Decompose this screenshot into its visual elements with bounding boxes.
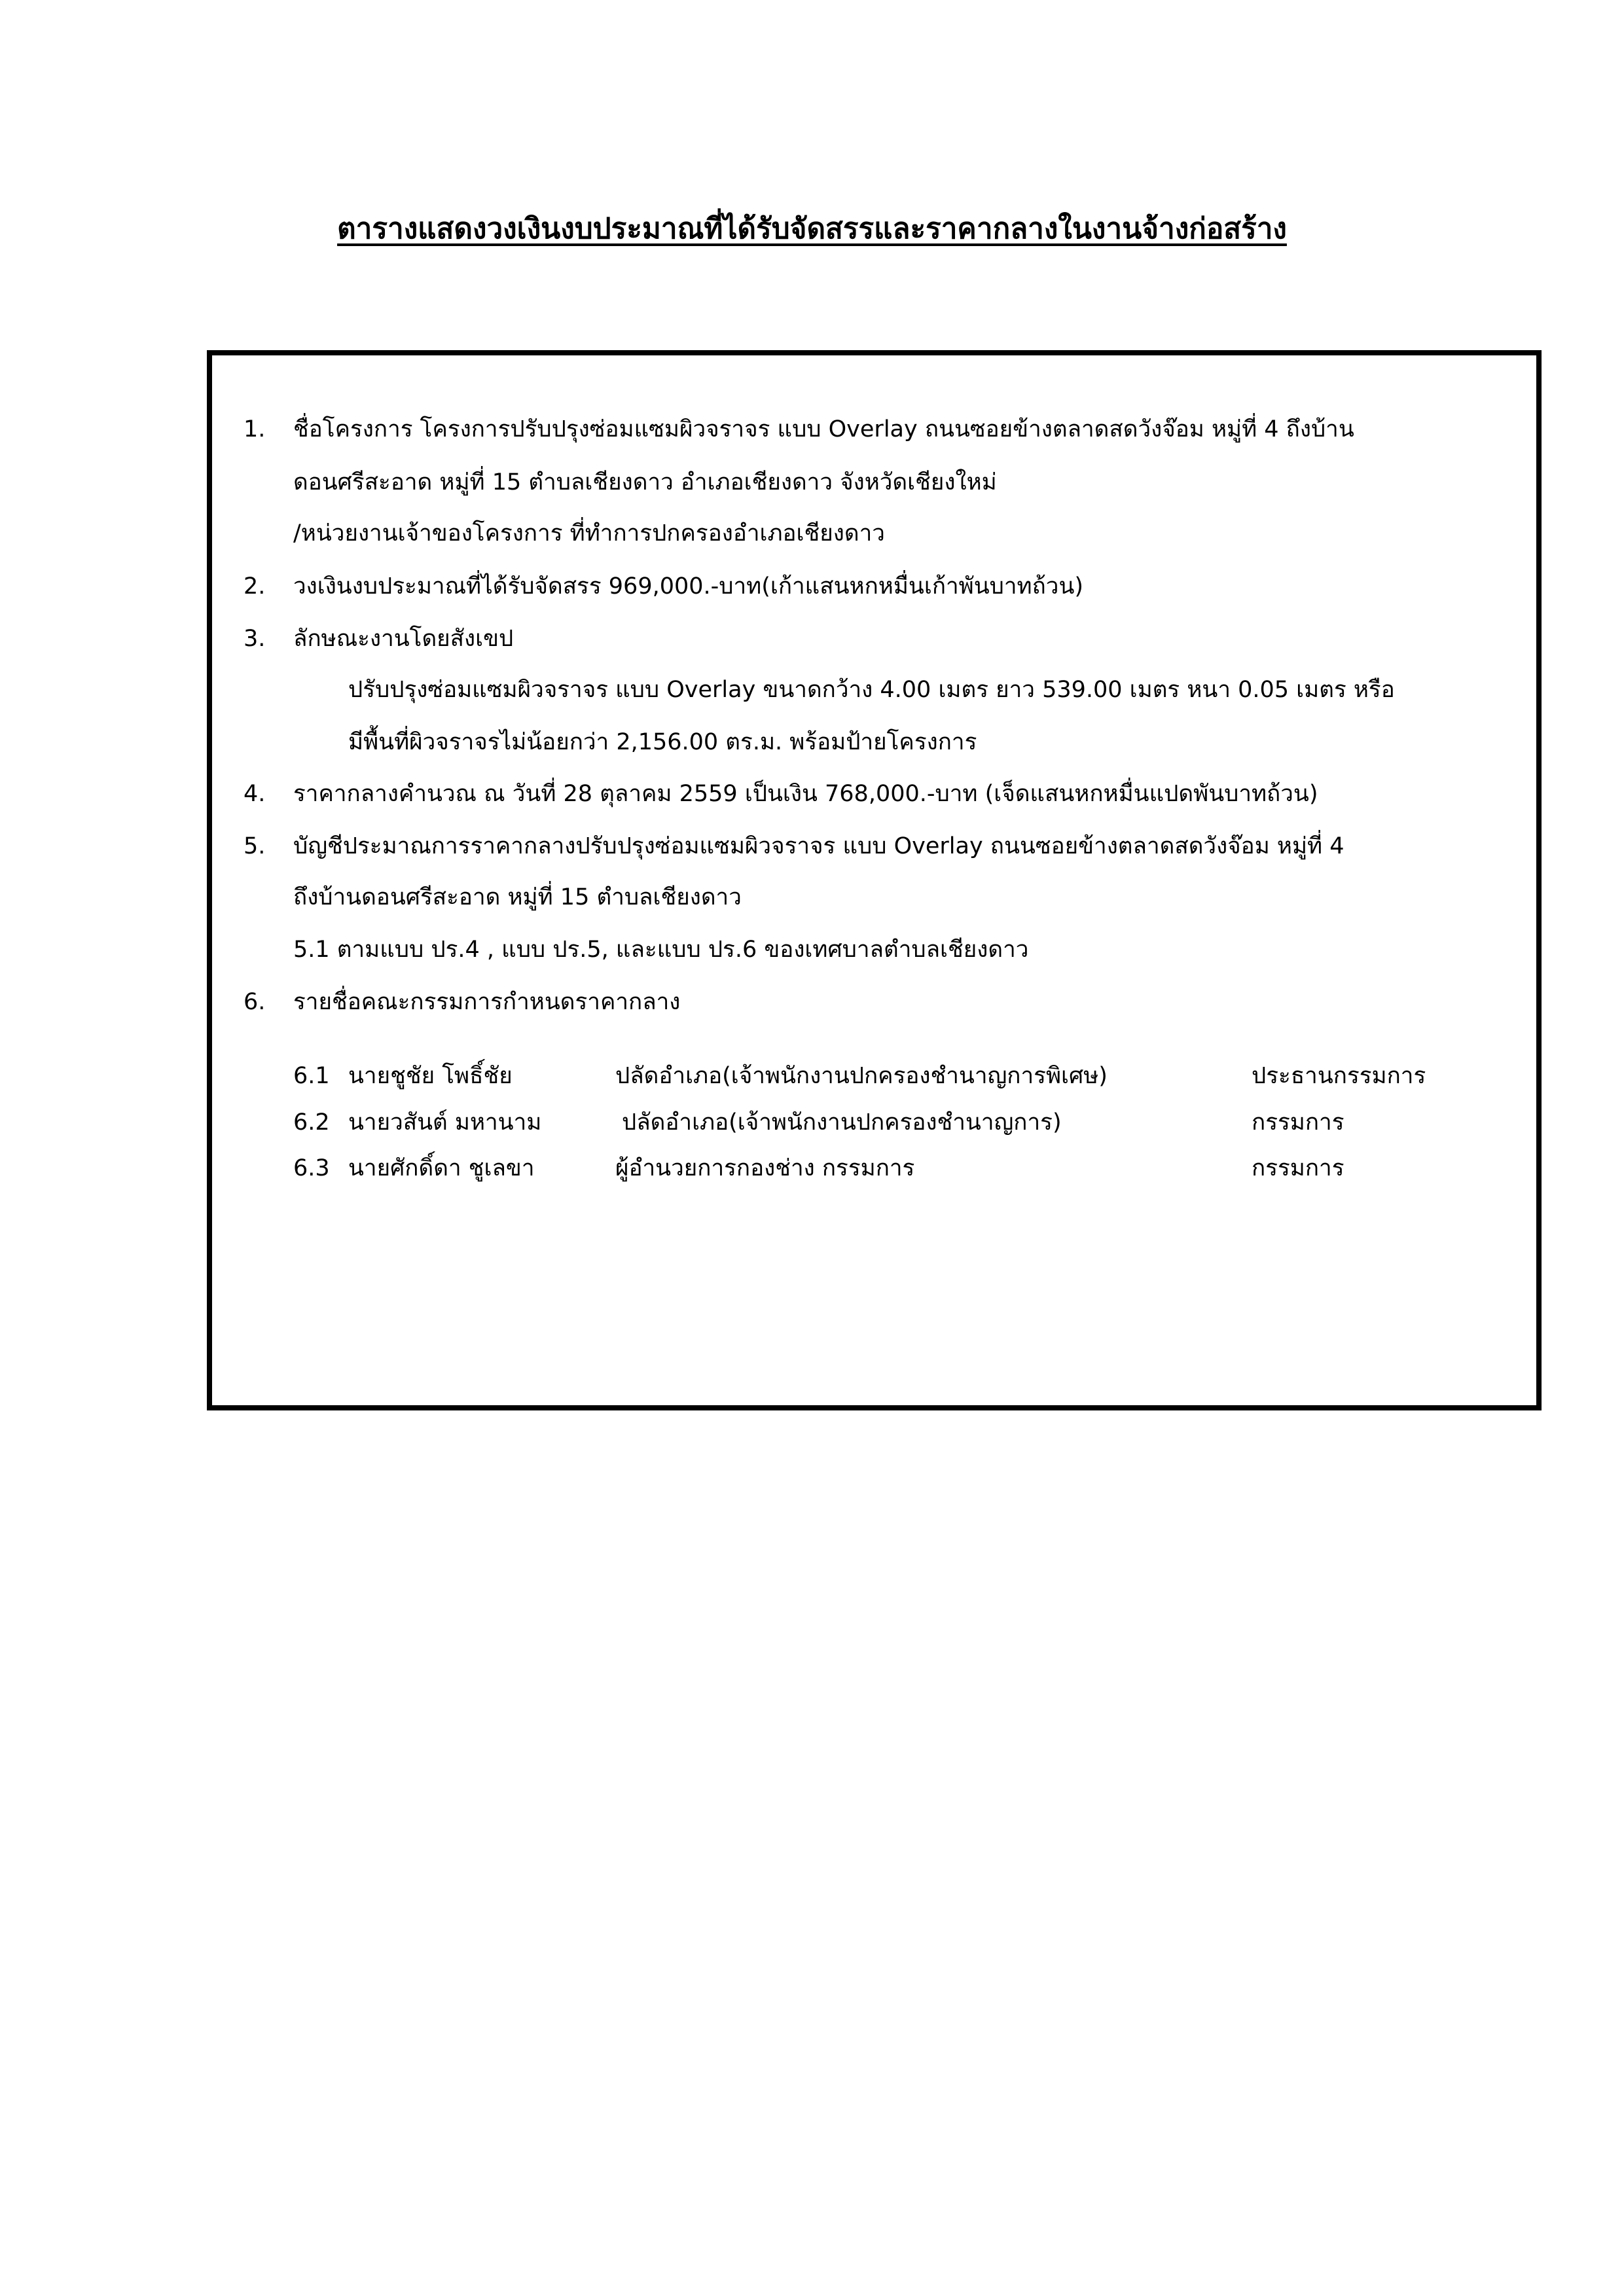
- committee-1-name: นายชูชัย โพธิ์ชัย: [348, 1063, 513, 1089]
- item-2-number: 2.: [244, 573, 266, 600]
- item-1-line-1: ชื่อโครงการ โครงการปรับปรุงซ่อมแซมผิวจราจร แบบ Overlay ถนนซอยข้างตลาดสดวังจ๊อม หมู่ที่ 4 ถึงบ้าน: [293, 416, 1354, 442]
- item-5-line-1: บัญชีประมาณการราคากลางปรับปรุงซ่อมแซมผิวจราจร แบบ Overlay ถนนซอยข้างตลาดสดวังจ๊อม หมู่ที่ 4: [293, 833, 1344, 859]
- item-2-line-1: วงเงินงบประมาณที่ได้รับจัดสรร 969,000.-บาท(เก้าแสนหกหมื่นเก้าพันบาทถ้วน): [293, 573, 1084, 600]
- item-5-line-3: 5.1 ตามแบบ ปร.4 , แบบ ปร.5, และแบบ ปร.6 ของเทศบาลตำบลเชียงดาว: [293, 937, 1029, 963]
- item-5-number: 5.: [244, 833, 266, 859]
- item-3-number: 3.: [244, 626, 266, 652]
- committee-1-position: ปลัดอำเภอ(เจ้าพนักงานปกครองชำนาญการพิเศษ): [615, 1063, 1108, 1089]
- committee-1-role: ประธานกรรมการ: [1252, 1063, 1426, 1089]
- page-title: ตารางแสดงวงเงินงบประมาณที่ได้รับจัดสรรและราคากลางในงานจ้างก่อสร้าง: [337, 212, 1287, 245]
- item-3-line-3: มีพื้นที่ผิวจราจรไม่น้อยกว่า 2,156.00 ตร.ม. พร้อมป้ายโครงการ: [348, 729, 977, 755]
- item-1-line-3: /หน่วยงานเจ้าของโครงการ ที่ทำการปกครองอำเภอเชียงดาว: [293, 520, 885, 547]
- committee-2-role: กรรมการ: [1252, 1109, 1344, 1136]
- committee-2-position: ปลัดอำเภอ(เจ้าพนักงานปกครองชำนาญการ): [622, 1109, 1062, 1136]
- item-6-line-1: รายชื่อคณะกรรมการกำหนดราคากลาง: [293, 989, 681, 1015]
- item-6-number: 6.: [244, 989, 266, 1015]
- committee-2-name: นายวสันต์ มหานาม: [348, 1109, 542, 1136]
- committee-3-position: ผู้อำนวยการกองช่าง กรรมการ: [615, 1155, 915, 1181]
- committee-2-number: 6.2: [293, 1109, 330, 1136]
- item-4-number: 4.: [244, 781, 266, 807]
- item-5-line-2: ถึงบ้านดอนศรีสะอาด หมู่ที่ 15 ตำบลเชียงดาว: [293, 884, 742, 910]
- item-3-line-1: ลักษณะงานโดยสังเขป: [293, 626, 514, 652]
- item-4-line-1: ราคากลางคำนวณ ณ วันที่ 28 ตุลาคม 2559 เป็นเงิน 768,000.-บาท (เจ็ดแสนหกหมื่นแปดพันบาทถ้วน): [293, 781, 1318, 807]
- item-3-line-2: ปรับปรุงซ่อมแซมผิวจราจร แบบ Overlay ขนาดกว้าง 4.00 เมตร ยาว 539.00 เมตร หนา 0.05 เมตร หรือ: [348, 677, 1395, 703]
- committee-3-name: นายศักดิ์ดา ชูเลขา: [348, 1155, 535, 1181]
- item-1-number: 1.: [244, 416, 266, 442]
- item-1-line-2: ดอนศรีสะอาด หมู่ที่ 15 ตำบลเชียงดาว อำเภอเชียงดาว จังหวัดเชียงใหม่: [293, 469, 997, 495]
- committee-3-number: 6.3: [293, 1155, 330, 1181]
- committee-3-role: กรรมการ: [1252, 1155, 1344, 1181]
- committee-1-number: 6.1: [293, 1063, 330, 1089]
